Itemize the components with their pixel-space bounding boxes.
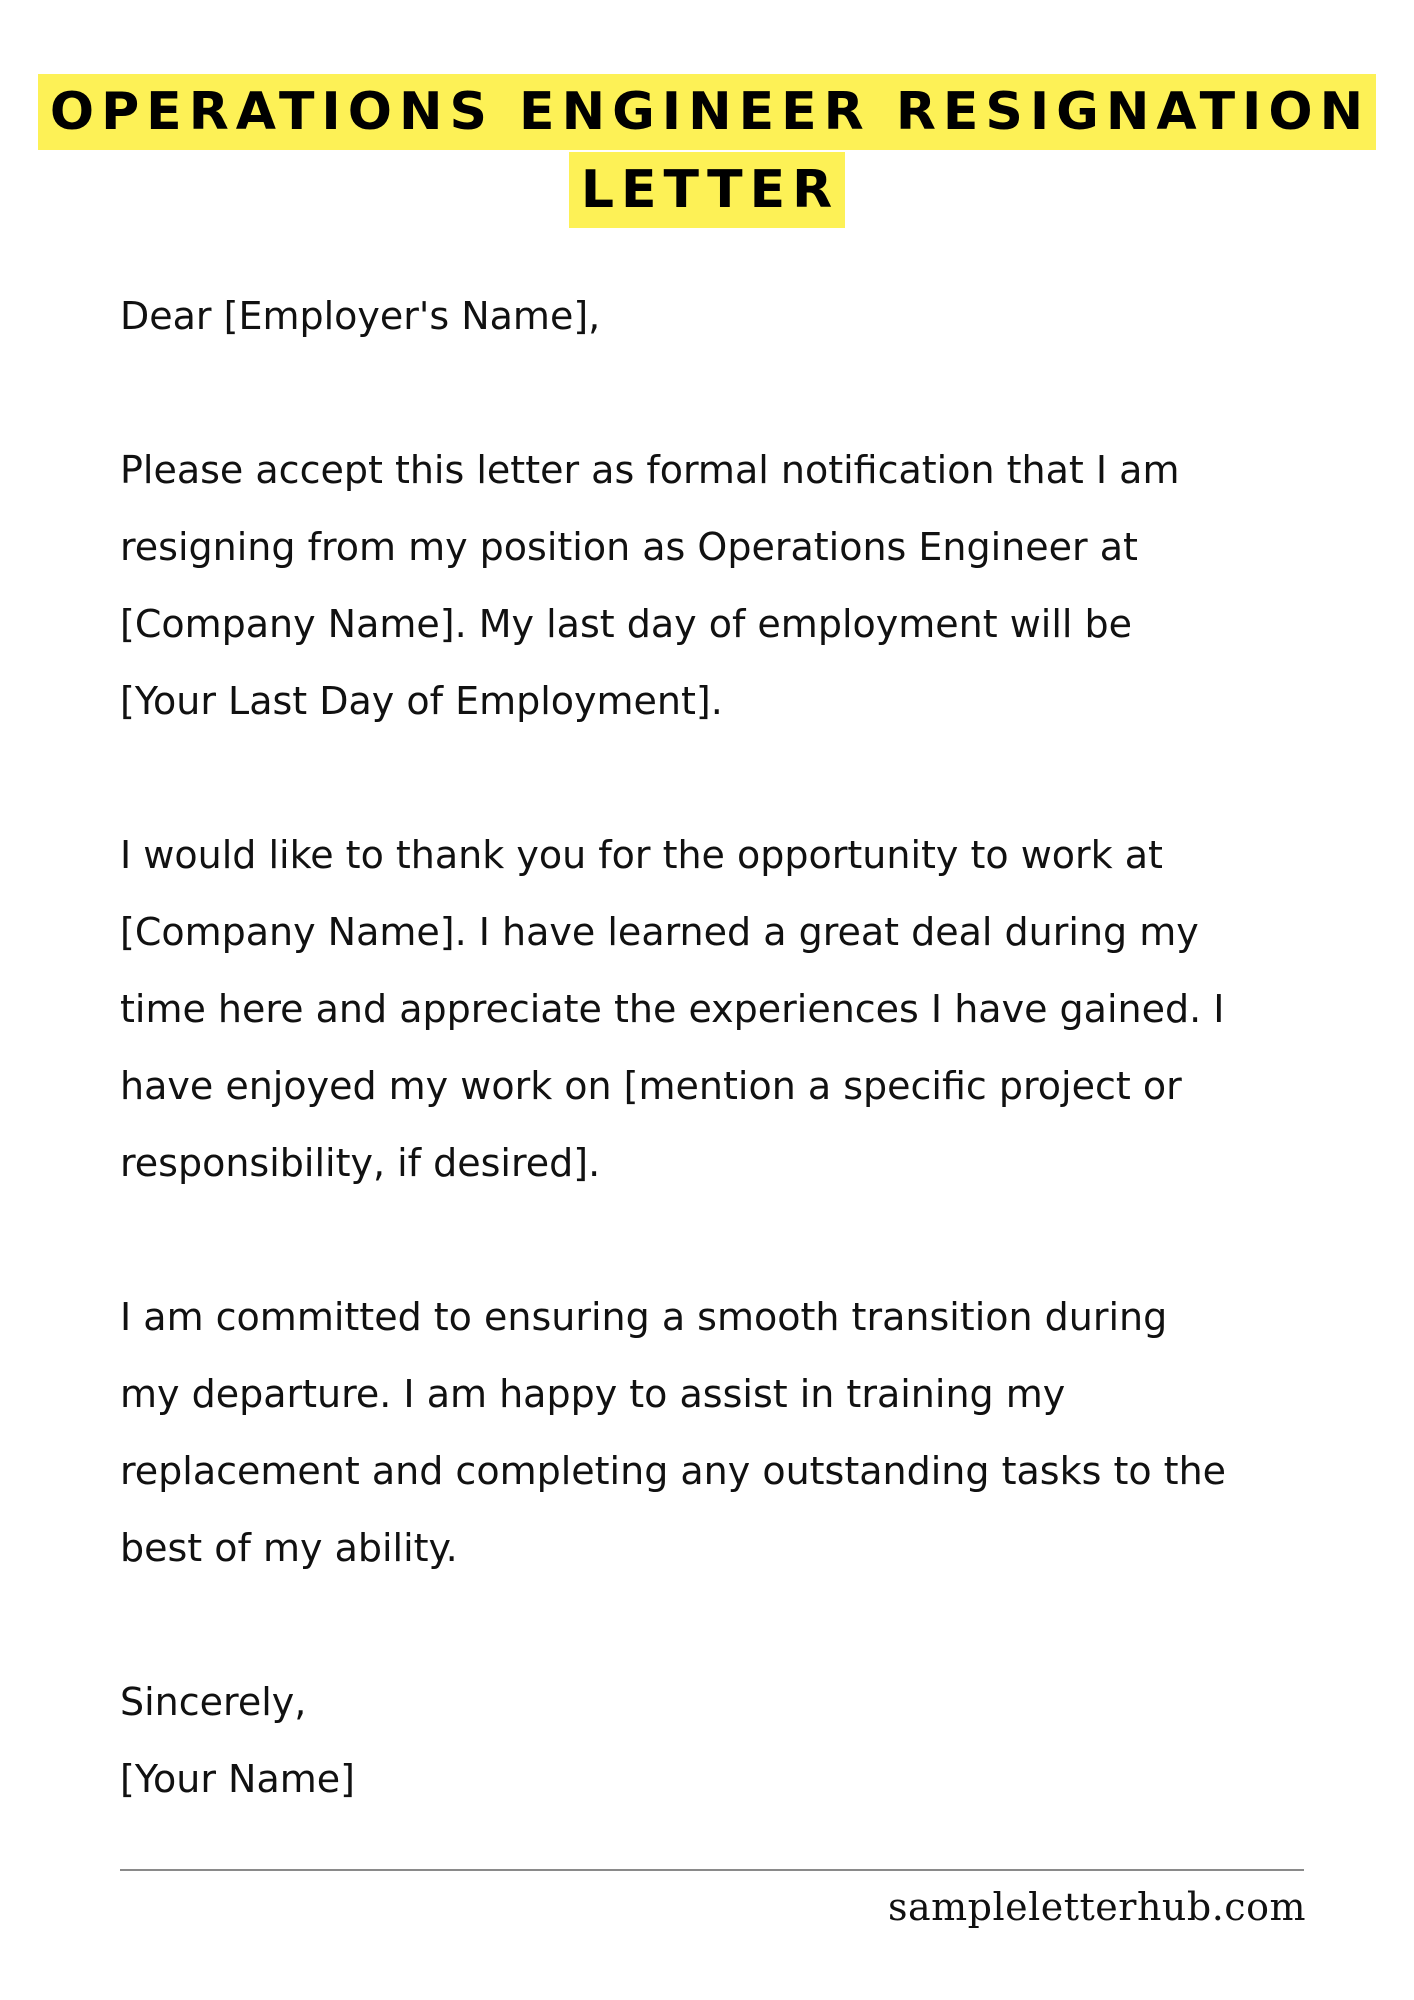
closing: Sincerely, bbox=[120, 1680, 307, 1724]
letter-body bbox=[120, 278, 1360, 1818]
paragraph-line: resigning from my position as Operations Engineer at bbox=[120, 525, 1138, 569]
paragraph-line: my departure. I am happy to assist in training my bbox=[120, 1372, 1066, 1416]
paragraph-line: [Company Name]. I have learned a great deal during my bbox=[120, 910, 1199, 954]
salutation: Dear [Employer's Name], bbox=[120, 294, 601, 338]
paragraph-transition bbox=[120, 1279, 1360, 1587]
paragraph-line: [Company Name]. My last day of employment will be bbox=[120, 602, 1133, 646]
paragraph-line: best of my ability. bbox=[120, 1526, 458, 1570]
paragraph-line: I am committed to ensuring a smooth transition during bbox=[120, 1295, 1168, 1339]
page-title bbox=[0, 74, 1414, 228]
signature: [Your Name] bbox=[120, 1757, 355, 1801]
paragraph-line: Please accept this letter as formal notification that I am bbox=[120, 448, 1180, 492]
footer-divider bbox=[120, 1869, 1304, 1871]
paragraph-line: time here and appreciate the experiences I have gained. I bbox=[120, 987, 1225, 1031]
title-line-2: LETTER bbox=[569, 152, 845, 228]
title-line-1: OPERATIONS ENGINEER RESIGNATION bbox=[38, 74, 1376, 150]
paragraph-gratitude bbox=[120, 817, 1360, 1202]
paragraph-line: have enjoyed my work on [mention a specific project or bbox=[120, 1064, 1182, 1108]
paragraph-line: replacement and completing any outstanding tasks to the bbox=[120, 1449, 1227, 1493]
paragraph-line: I would like to thank you for the opportunity to work at bbox=[120, 833, 1163, 877]
footer-website: sampleletterhub.com bbox=[887, 1885, 1306, 1929]
closing-block bbox=[120, 1664, 1360, 1818]
paragraph-line: [Your Last Day of Employment]. bbox=[120, 679, 723, 723]
paragraph-notification bbox=[120, 432, 1360, 740]
paragraph-line: responsibility, if desired]. bbox=[120, 1141, 601, 1185]
